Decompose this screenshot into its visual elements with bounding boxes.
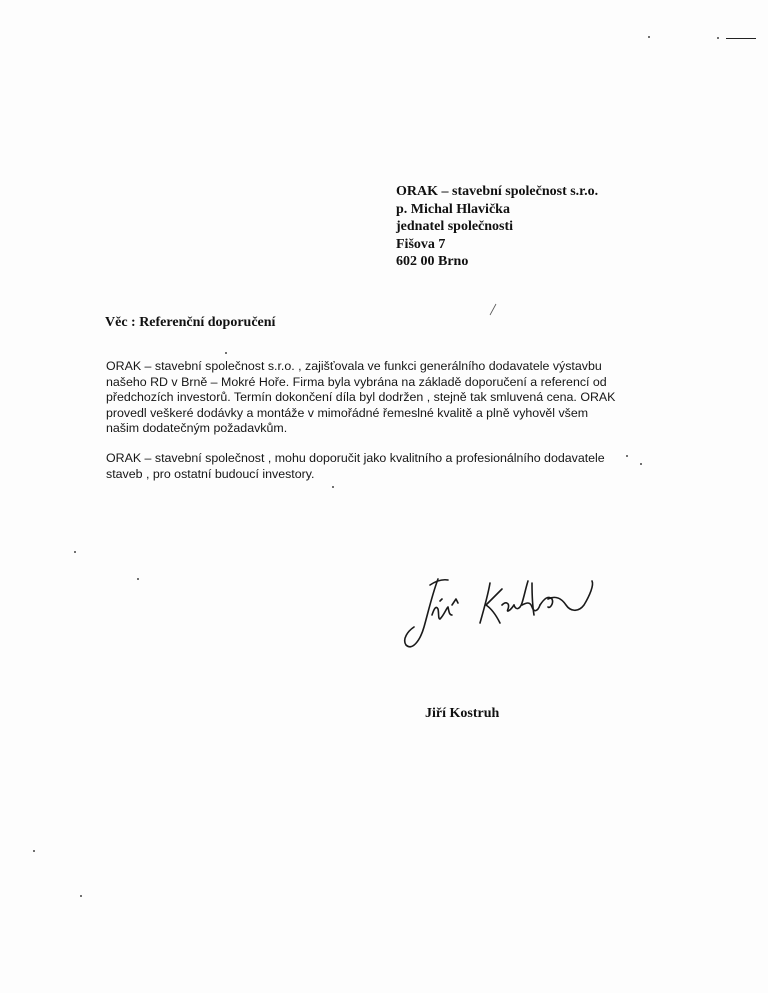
signer-name: Jiří Kostruh <box>425 706 500 721</box>
paragraph-line: předchozích investorů. Termín dokončení díla byl dodržen , stejně tak smluvená cena. ORAK <box>106 390 616 405</box>
recipient-role: jednatel společnosti <box>396 219 514 234</box>
scan-speck <box>225 352 227 354</box>
scan-speck <box>648 36 650 38</box>
paragraph-line: ORAK – stavební společnost , mohu doporučit jako kvalitního a profesionálního dodavatele <box>106 451 605 465</box>
recipient-address <box>396 183 598 271</box>
subject-line: Věc : Referenční doporučení <box>105 315 276 330</box>
body-paragraph-2 <box>106 451 605 482</box>
scan-speck <box>332 486 334 488</box>
recipient-street: Fišova 7 <box>396 236 446 252</box>
recipient-company: ORAK – stavební společnost s.r.o. <box>396 184 599 199</box>
paragraph-line: staveb , pro ostatní budoucí investory. <box>106 466 315 481</box>
paragraph-line: ORAK – stavební společnost s.r.o. , zajišťovala ve funkci generálního dodavatele výstavbu <box>106 359 602 373</box>
scan-speck <box>717 37 719 39</box>
scan-speck <box>640 463 642 465</box>
scan-speck <box>80 895 82 897</box>
paragraph-line: našim dodatečným požadavkům. <box>106 421 288 436</box>
scan-speck <box>33 850 35 852</box>
scan-stroke-mark <box>488 303 498 317</box>
scan-dash-mark <box>726 38 756 39</box>
scan-speck <box>626 455 628 457</box>
recipient-city: 602 00 Brno <box>396 254 469 269</box>
scan-speck <box>137 578 139 580</box>
paragraph-line: našeho RD v Brně – Mokré Hoře. Firma byla vybrána na základě doporučení a referencí od <box>106 374 607 389</box>
handwritten-signature <box>398 565 608 665</box>
scan-speck <box>74 551 76 553</box>
recipient-person: p. Michal Hlavička <box>396 201 510 217</box>
body-paragraph-1 <box>106 359 615 437</box>
paragraph-line: provedl veškeré dodávky a montáže v mimořádné řemeslné kvalitě a plně vyhověl všem <box>106 405 589 420</box>
